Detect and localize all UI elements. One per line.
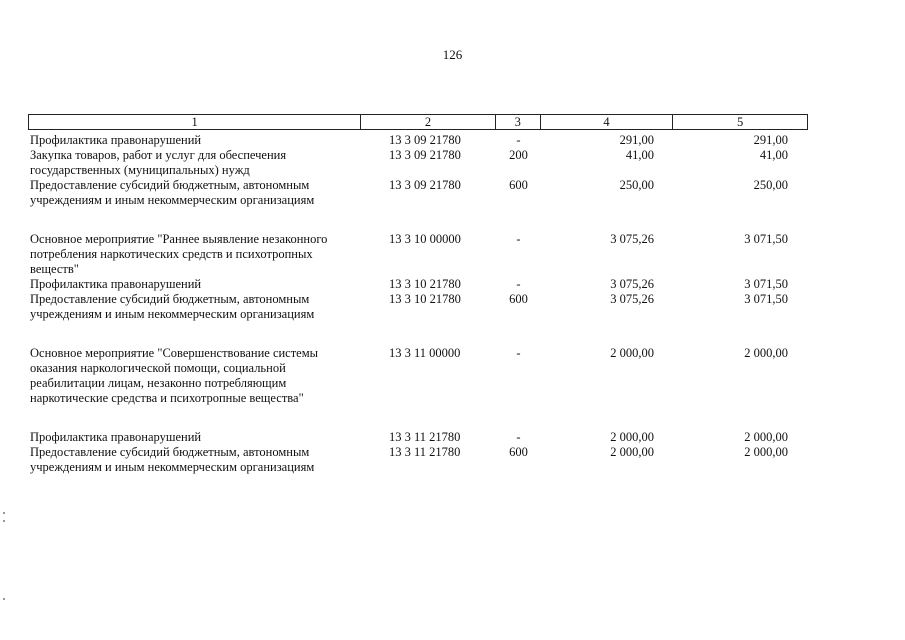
row-value-4: 3 075,26 bbox=[610, 232, 654, 246]
table-row bbox=[28, 430, 808, 445]
scan-mark bbox=[3, 512, 5, 514]
row-code: 13 3 11 21780 bbox=[389, 445, 461, 459]
row-value-4: 291,00 bbox=[619, 133, 654, 147]
page-number: 126 bbox=[442, 47, 463, 62]
row-value-5: 2 000,00 bbox=[744, 430, 788, 444]
table-body bbox=[28, 133, 808, 475]
row-value-5: 2 000,00 bbox=[744, 346, 788, 360]
table-row bbox=[28, 292, 808, 322]
row-name: Основное мероприятие "Раннее выявление незаконного потребления наркотических средств и психотропных веществ" bbox=[30, 232, 328, 276]
row-value-5: 41,00 bbox=[759, 148, 788, 162]
row-name: Предоставление субсидий бюджетным, автономным учреждениям и иным некоммерческим организациям bbox=[30, 292, 315, 321]
row-type: - bbox=[516, 277, 521, 291]
row-value-4: 3 075,26 bbox=[610, 277, 654, 291]
row-type: - bbox=[516, 232, 521, 246]
row-value-4: 41,00 bbox=[625, 148, 654, 162]
scan-mark bbox=[3, 520, 5, 522]
row-name: Профилактика правонарушений bbox=[30, 133, 202, 147]
row-value-5: 3 071,50 bbox=[744, 232, 788, 246]
table-row bbox=[28, 445, 808, 475]
table-row bbox=[28, 346, 808, 406]
row-type: 600 bbox=[509, 445, 528, 459]
row-name: Основное мероприятие "Совершенствование системы оказания наркологической помощи, социальной реабилитации лицам, незаконно потребляющим наркотические средства и психотропные вещества" bbox=[30, 346, 319, 405]
row-type: - bbox=[516, 430, 521, 444]
row-value-4: 250,00 bbox=[619, 178, 654, 192]
row-value-5: 3 071,50 bbox=[744, 277, 788, 291]
row-code: 13 3 09 21780 bbox=[389, 133, 461, 147]
row-code: 13 3 11 21780 bbox=[389, 430, 461, 444]
row-type: - bbox=[516, 346, 521, 360]
row-code: 13 3 09 21780 bbox=[389, 178, 461, 192]
row-value-5: 2 000,00 bbox=[744, 445, 788, 459]
table-header bbox=[28, 114, 808, 130]
column-header-3: 3 bbox=[496, 115, 541, 129]
table-row bbox=[28, 133, 808, 148]
row-value-4: 2 000,00 bbox=[610, 445, 654, 459]
row-type: 600 bbox=[509, 178, 528, 192]
row-type: 200 bbox=[509, 148, 528, 162]
row-value-4: 2 000,00 bbox=[610, 346, 654, 360]
table-row bbox=[28, 277, 808, 292]
row-name: Профилактика правонарушений bbox=[30, 430, 202, 444]
row-name: Закупка товаров, работ и услуг для обеспечения государственных (муниципальных) нужд bbox=[30, 148, 287, 177]
row-name: Профилактика правонарушений bbox=[30, 277, 202, 291]
column-header-5: 5 bbox=[737, 115, 744, 129]
scan-mark bbox=[3, 598, 5, 600]
table-row bbox=[28, 178, 808, 208]
row-code: 13 3 10 21780 bbox=[389, 292, 461, 306]
row-type: 600 bbox=[509, 292, 528, 306]
row-name: Предоставление субсидий бюджетным, автономным учреждениям и иным некоммерческим организациям bbox=[30, 445, 315, 474]
row-spacer bbox=[28, 208, 808, 232]
row-code: 13 3 09 21780 bbox=[389, 148, 461, 162]
table-row bbox=[28, 232, 808, 277]
row-value-4: 3 075,26 bbox=[610, 292, 654, 306]
column-header-4: 4 bbox=[541, 115, 674, 129]
column-header-2: 2 bbox=[361, 115, 496, 129]
column-header-1: 1 bbox=[29, 115, 361, 129]
table-row bbox=[28, 148, 808, 178]
row-spacer bbox=[28, 406, 808, 430]
row-code: 13 3 10 00000 bbox=[389, 232, 461, 246]
row-name: Предоставление субсидий бюджетным, автономным учреждениям и иным некоммерческим организациям bbox=[30, 178, 315, 207]
row-spacer bbox=[28, 322, 808, 346]
row-code: 13 3 11 00000 bbox=[389, 346, 461, 360]
row-type: - bbox=[516, 133, 521, 147]
row-code: 13 3 10 21780 bbox=[389, 277, 461, 291]
row-value-5: 3 071,50 bbox=[744, 292, 788, 306]
row-value-4: 2 000,00 bbox=[610, 430, 654, 444]
row-value-5: 291,00 bbox=[753, 133, 788, 147]
row-value-5: 250,00 bbox=[753, 178, 788, 192]
